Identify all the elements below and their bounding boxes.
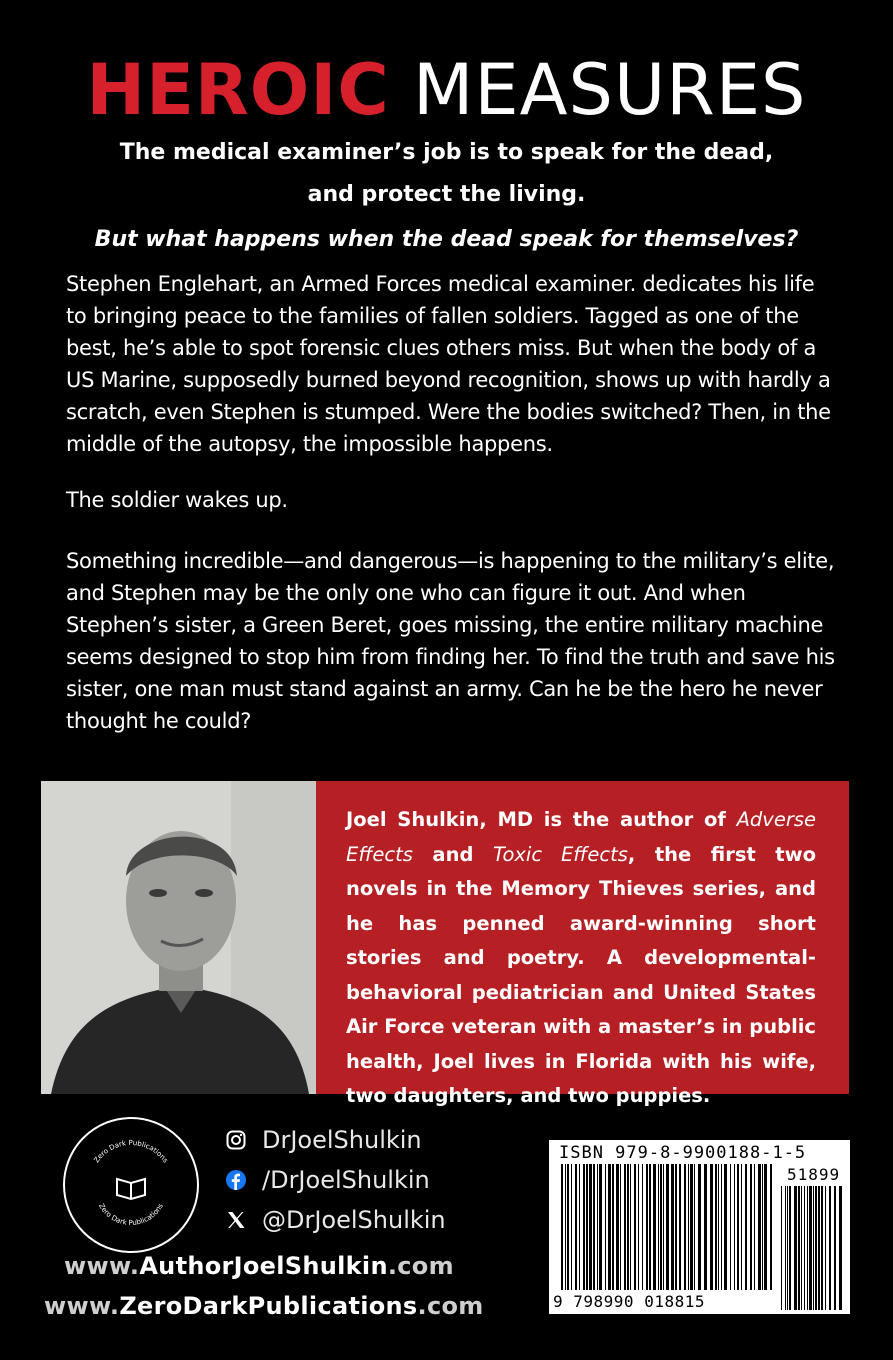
bio-text-part-2: and xyxy=(412,842,493,866)
publisher-logo xyxy=(63,1117,199,1253)
instagram-icon xyxy=(226,1130,246,1150)
social-instagram[interactable] xyxy=(226,1125,422,1155)
author-bio-section xyxy=(41,781,849,1107)
barcode-bars xyxy=(549,1140,850,1314)
author-name: Joel Shulkin, MD xyxy=(346,808,534,831)
bio-text-part-3: , the first two novels in the Memory Thieves series, and he has penned award-winning short stories and poetry. A developmental-behavioral pediatrician and United States Air Force veteran with a master’s in public health, Joel lives in Florida with his wife, two daughters, and two puppies. xyxy=(346,842,817,1107)
facebook-handle[interactable]: /DrJoelShulkin xyxy=(262,1166,430,1194)
website-publisher-prefix: www. xyxy=(44,1292,120,1320)
logo-ring-text-top: Zero Dark Publications xyxy=(92,1138,170,1165)
x-icon xyxy=(226,1210,246,1230)
isbn-barcode xyxy=(549,1140,850,1314)
title-word-heroic: HEROIC xyxy=(86,49,390,131)
tagline-line-1: The medical examiner’s job is to speak for the dead, xyxy=(119,140,774,165)
website-author-name: AuthorJoelShulkin xyxy=(139,1252,388,1280)
tagline-line-2: and protect the living. xyxy=(307,182,586,207)
website-author-suffix: .com xyxy=(387,1252,454,1280)
author-photo xyxy=(41,781,316,1094)
website-publisher-suffix: .com xyxy=(417,1292,484,1320)
social-x[interactable] xyxy=(226,1205,446,1235)
website-author[interactable] xyxy=(64,1252,454,1280)
ean-digits: 9 798990 018815 xyxy=(553,1292,705,1311)
logo-ring-text-bottom: Zero Dark Publications xyxy=(97,1202,165,1228)
book-title-toxic-effects: Toxic Effects xyxy=(492,842,628,866)
author-portrait-illustration xyxy=(41,781,316,1094)
blurb-paragraph-1: Stephen Englehart, an Armed Forces medical examiner. dedicates his life to bringing peace to the families of fallen soldiers. Tagged as one of the best, he’s able to spot forensic clues others miss. But when the body of a US Marine, supposedly burned beyond recognition, shows up with hardly a scratch, even Stephen is stumped. Were the bodies switched? Then, in the middle of the autopsy, the impossible happens. xyxy=(66,272,831,456)
facebook-icon xyxy=(226,1170,246,1190)
author-bio-text xyxy=(316,781,849,1107)
book-title-adverse-effects: Adverse Effects xyxy=(346,808,816,866)
blurb-paragraph-2: The soldier wakes up. xyxy=(66,488,288,512)
x-handle[interactable]: @DrJoelShulkin xyxy=(262,1206,446,1234)
website-publisher-name: ZeroDarkPublications xyxy=(119,1292,418,1320)
book-title xyxy=(0,50,893,130)
tagline-question: But what happens when the dead speak for themselves? xyxy=(94,227,799,252)
bio-text-part-1: is the author of xyxy=(533,808,737,831)
website-author-prefix: www. xyxy=(64,1252,140,1280)
instagram-handle[interactable]: DrJoelShulkin xyxy=(262,1126,422,1154)
price-code: 51899 xyxy=(787,1165,841,1184)
social-facebook[interactable] xyxy=(226,1165,430,1195)
open-book-icon xyxy=(117,1179,145,1199)
blurb-paragraph-3: Something incredible—and dangerous—is happening to the military’s elite, and Stephen may be the only one who can figure it out. And when Stephen’s sister, a Green Beret, goes missing, the entire military machine seems designed to stop him from finding her. To find the truth and save his sister, one man must stand against an army. Can he be the hero he never thought he could? xyxy=(66,549,835,733)
website-publisher[interactable] xyxy=(44,1292,484,1320)
title-word-measures: MEASURES xyxy=(413,49,807,131)
isbn-label: ISBN 979-8-9900188-1-5 xyxy=(559,1143,807,1163)
